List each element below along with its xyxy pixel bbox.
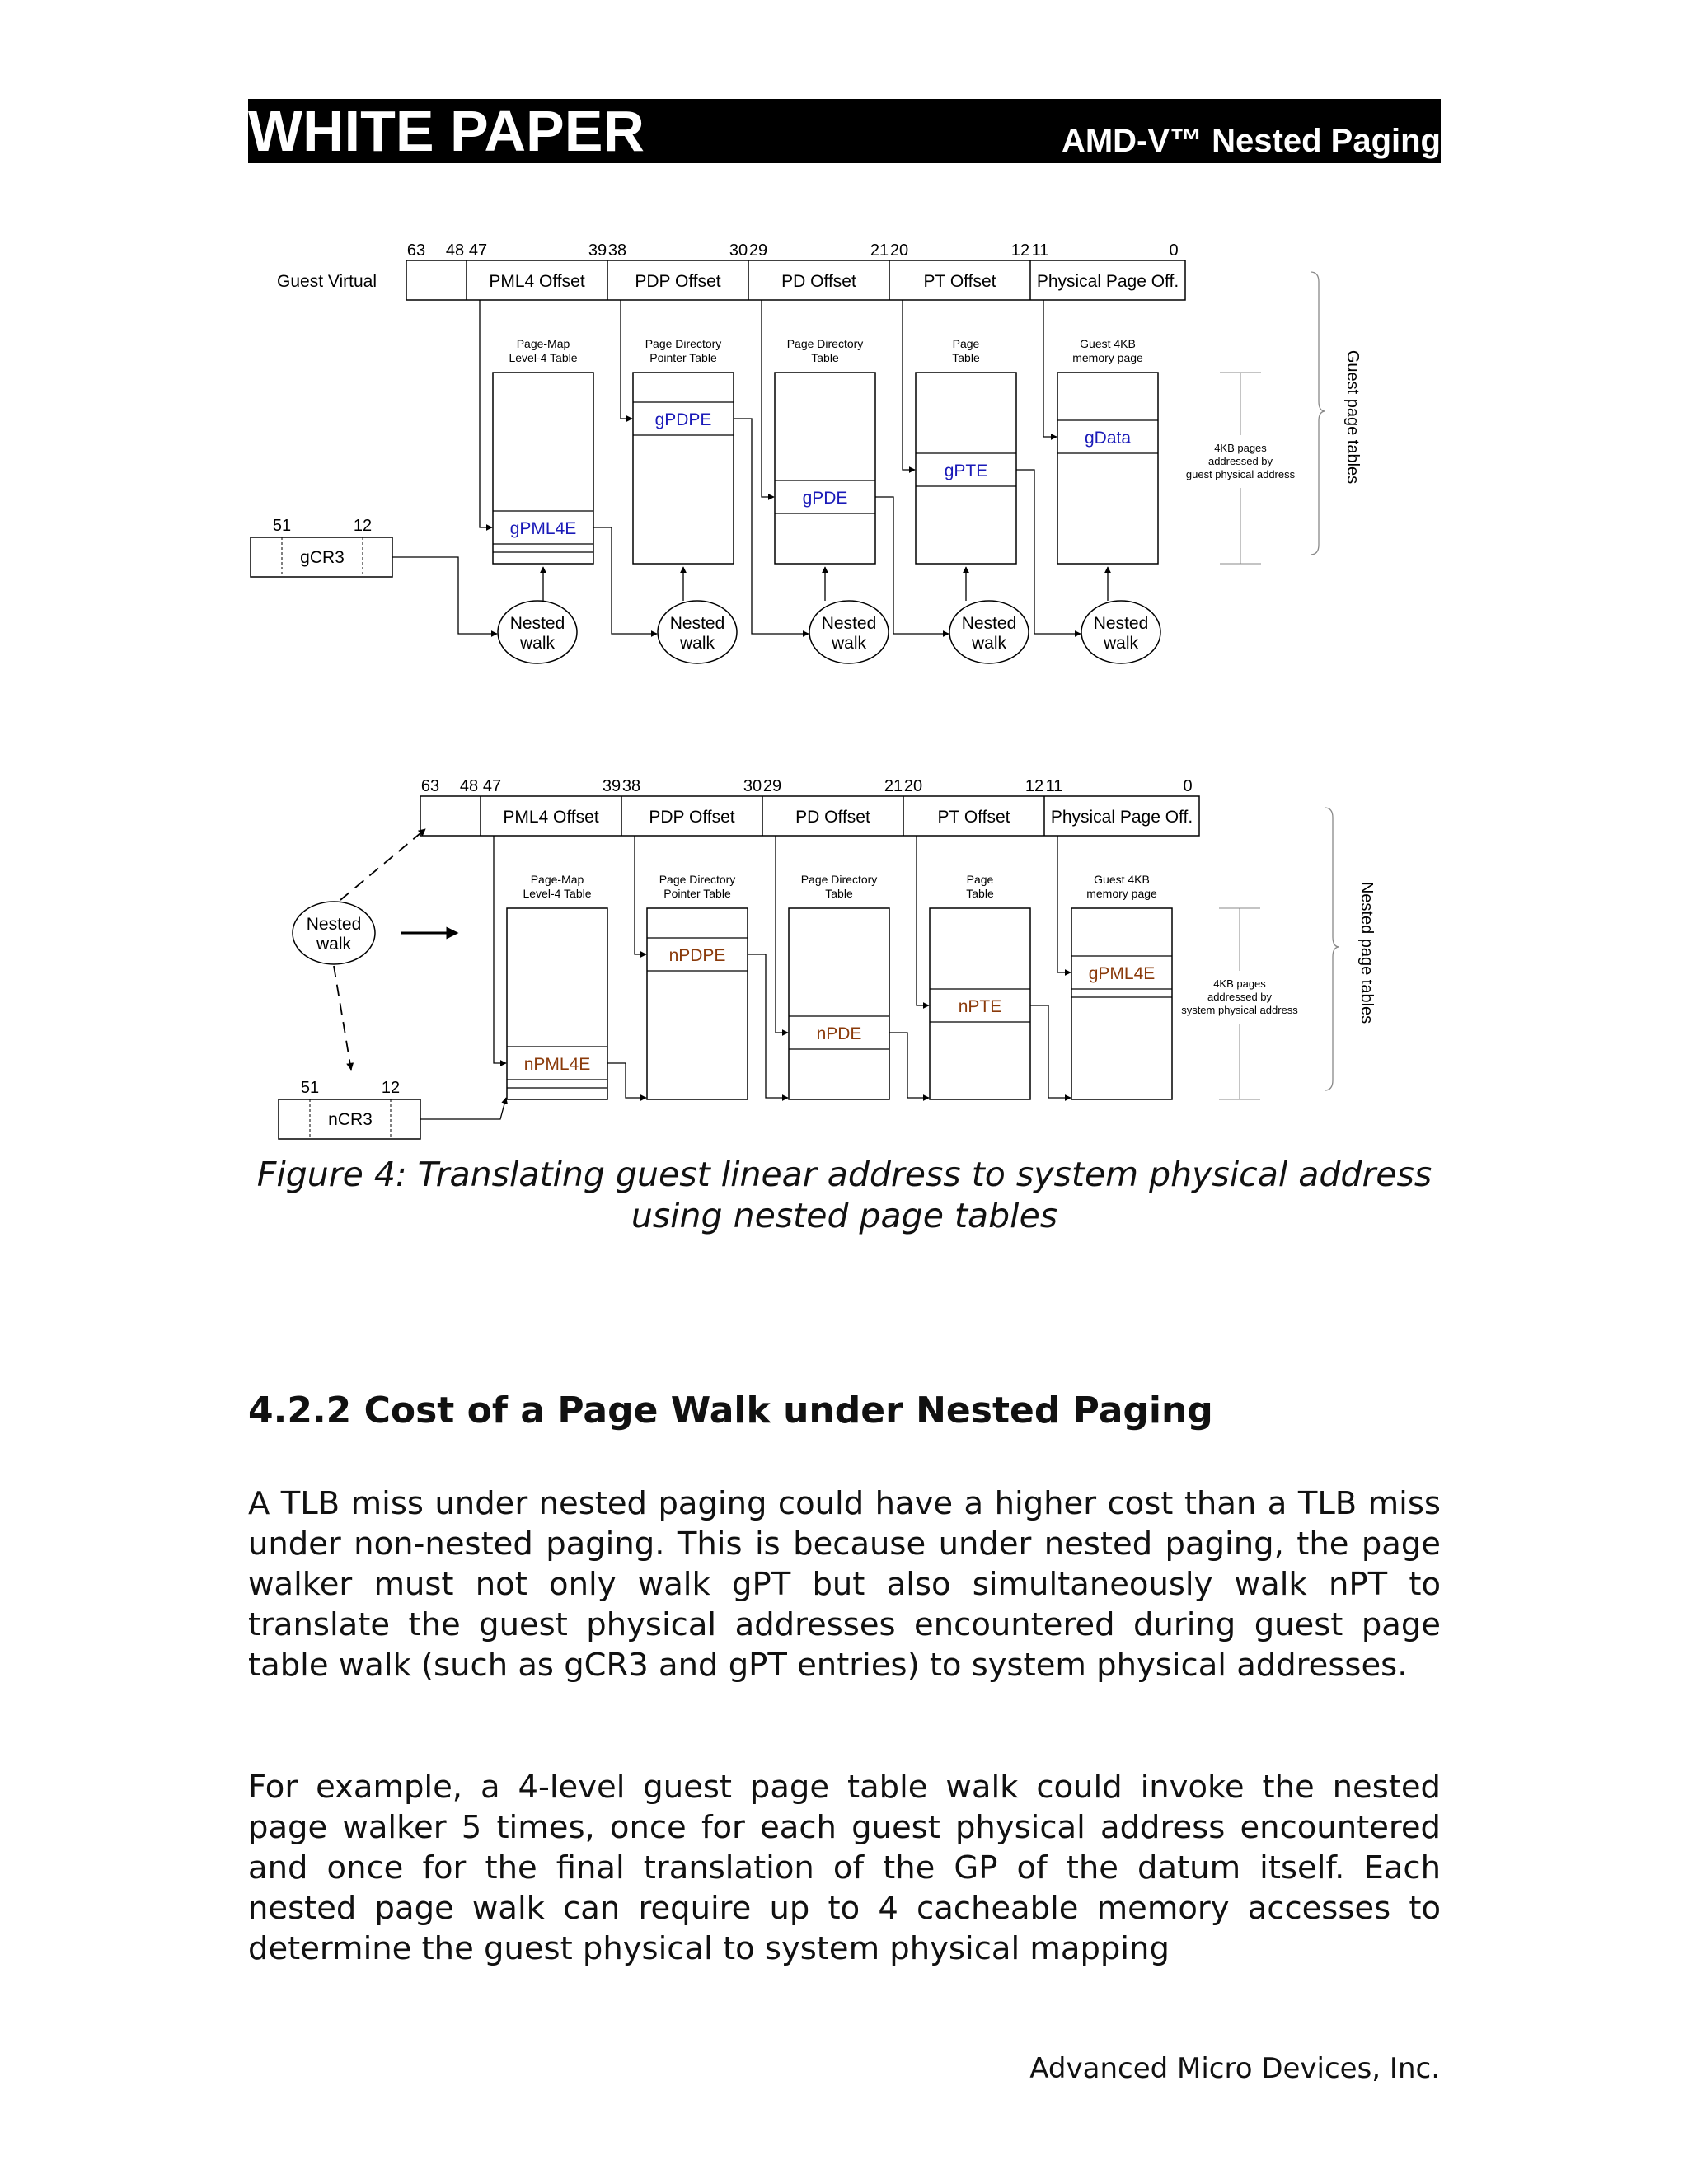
page-table-box — [789, 908, 889, 1099]
table-entry-label: gData — [1084, 429, 1132, 448]
bit-number: 48 — [445, 241, 465, 260]
cr3-label: gCR3 — [300, 548, 345, 567]
bit-number: 20 — [889, 241, 909, 260]
side-label: Guest page tables — [1343, 349, 1362, 485]
table-title: Table — [952, 351, 980, 364]
table-title: Page-Map — [530, 873, 584, 886]
nested-walk-label: walk — [971, 634, 1007, 653]
bit-number: 38 — [621, 777, 641, 795]
offset-field-label: Physical Page Off. — [1050, 808, 1193, 827]
side-label: Nested page tables — [1357, 881, 1376, 1024]
page-note: system physical address — [1181, 1004, 1298, 1016]
guest-page-table-diagram — [251, 241, 1362, 663]
table-title: Page — [952, 337, 980, 350]
page-table-box — [775, 373, 875, 564]
bit-number: 63 — [420, 777, 440, 795]
table-title: memory page — [1086, 887, 1157, 900]
bit-number: 47 — [468, 241, 488, 260]
entry-to-next-table — [1030, 1005, 1071, 1098]
bit-number: 21 — [870, 241, 889, 260]
offset-field-label: PDP Offset — [635, 272, 721, 291]
offset-field-label: PT Offset — [937, 808, 1010, 827]
bit-number: 11 — [1031, 241, 1049, 260]
offset-field-label: PML4 Offset — [503, 808, 599, 827]
brace — [1311, 272, 1325, 555]
table-title: Table — [966, 887, 994, 900]
bit-number: 47 — [482, 777, 502, 795]
caption-line-1: Figure 4: Translating guest linear address to system physical address — [256, 1155, 1432, 1194]
brace — [1325, 808, 1339, 1090]
page-table-box — [647, 908, 748, 1099]
paragraph-2: For example, a 4-level guest page table walk could invoke the nested page walker 5 times, once for each guest physical address encountered and once for the final translation of the GP of the datum itself. Each nested page walk can require up to 4 cacheable memory accesses to determine the guest physical to system physical mapping — [248, 1769, 1441, 1967]
gcr3-to-walk — [392, 557, 497, 634]
bit-number: 39 — [588, 241, 607, 260]
table-title: Guest 4KB — [1094, 873, 1150, 886]
bit-number: 20 — [903, 777, 923, 795]
bit-number: 21 — [884, 777, 903, 795]
offset-field-label: PD Offset — [781, 272, 856, 291]
table-title: Page Directory — [800, 873, 878, 886]
offset-pointer — [1043, 300, 1057, 437]
table-entry-label: nPDE — [816, 1024, 862, 1043]
nested-page-table-diagram — [279, 777, 1376, 1139]
page-note: 4KB pages — [1214, 442, 1267, 454]
page-table-box — [1057, 373, 1158, 564]
table-entry-label: gPTE — [944, 462, 988, 480]
nested-walk-label: Nested — [669, 614, 725, 633]
table-entry-label: nPTE — [958, 997, 1002, 1016]
nested-walk-label: Nested — [509, 614, 565, 633]
entry-to-next-table — [607, 1063, 646, 1098]
page-note: guest physical address — [1185, 468, 1296, 480]
page-note: 4KB pages — [1213, 977, 1266, 990]
table-title: Guest 4KB — [1080, 337, 1136, 350]
table-entry-label: gPDE — [802, 489, 848, 508]
header-title: WHITE PAPER — [248, 99, 645, 163]
nested-walk-label: walk — [679, 634, 715, 653]
table-title: Table — [811, 351, 839, 364]
nested-walk-label: Nested — [961, 614, 1017, 633]
ncr3-to-table — [420, 1098, 506, 1119]
offset-pointer — [1057, 836, 1071, 972]
nested-walk-label: walk — [519, 634, 556, 653]
nested-walk-label: walk — [316, 935, 352, 954]
table-entry-label: gPML4E — [1088, 964, 1156, 983]
table-title: Level-4 Table — [523, 887, 592, 900]
table-entry-label: gPDPE — [654, 410, 712, 429]
table-title: Page Directory — [786, 337, 864, 350]
footer-company: Advanced Micro Devices, Inc. — [1029, 2052, 1440, 2085]
cr3-bit-number: 12 — [381, 1079, 401, 1097]
bit-number: 0 — [1183, 777, 1193, 795]
cr3-bit-number: 51 — [300, 1079, 320, 1097]
offset-pointer — [480, 300, 492, 527]
bit-number: 39 — [602, 777, 621, 795]
offset-pointer — [903, 300, 915, 470]
table-title: Pointer Table — [663, 887, 731, 900]
page-table-box — [1071, 908, 1172, 1099]
offset-field-label: PT Offset — [923, 272, 996, 291]
offset-field-label: PD Offset — [795, 808, 870, 827]
bit-number: 29 — [748, 241, 768, 260]
header-subtitle: AMD-V™ Nested Paging — [1061, 123, 1441, 159]
bit-number: 0 — [1169, 241, 1179, 260]
table-title: Page Directory — [659, 873, 736, 886]
figure-caption — [248, 1154, 1441, 1236]
cr3-bit-number: 51 — [272, 517, 292, 535]
bit-number: 12 — [1025, 777, 1044, 795]
bit-number: 30 — [743, 777, 762, 795]
table-title: Page-Map — [516, 337, 570, 350]
cr3-bit-number: 12 — [353, 517, 373, 535]
offset-field-label: PDP Offset — [649, 808, 735, 827]
offset-pointer — [494, 836, 506, 1063]
offset-pointer — [635, 836, 646, 954]
table-title: memory page — [1072, 351, 1143, 364]
table-title: Pointer Table — [649, 351, 717, 364]
table-title: Page — [966, 873, 994, 886]
nested-walk-label: Nested — [821, 614, 877, 633]
entry-to-next-table — [889, 1033, 929, 1098]
nested-walk-label: walk — [831, 634, 867, 653]
nested-walk-label: walk — [1103, 634, 1139, 653]
table-entry-label: nPML4E — [523, 1055, 591, 1074]
section-heading: 4.2.2 Cost of a Page Walk under Nested Paging — [248, 1390, 1213, 1432]
offset-pointer — [621, 300, 632, 419]
page-note: addressed by — [1207, 455, 1273, 467]
dashed-arrow — [340, 829, 425, 900]
bit-number: 30 — [729, 241, 748, 260]
bit-number: 48 — [459, 777, 479, 795]
table-title: Page Directory — [645, 337, 722, 350]
page-table-box — [633, 373, 734, 564]
guest-virtual-label: Guest Virtual — [277, 272, 377, 291]
table-entry-label: nPDPE — [668, 946, 726, 965]
bit-number: 12 — [1010, 241, 1030, 260]
table-entry-label: gPML4E — [509, 519, 577, 538]
offset-pointer — [776, 836, 788, 1033]
page-note: addressed by — [1207, 991, 1273, 1003]
offset-field-label: Physical Page Off. — [1036, 272, 1179, 291]
paragraph-1: A TLB miss under nested paging could have a higher cost than a TLB miss under non-nested paging. This is because under nested paging, the page walker must not only walk gPT but also simultaneously walk nPT to translate the guest physical addresses encountered during guest page table walk (such as gCR3 and gPT entries) to system physical addresses. — [248, 1485, 1441, 1684]
entry-to-next-table — [748, 954, 788, 1098]
bit-number: 38 — [607, 241, 627, 260]
bit-number: 63 — [406, 241, 426, 260]
nested-walk-label: Nested — [306, 915, 362, 934]
offset-field-label: PML4 Offset — [489, 272, 585, 291]
caption-line-2: using nested page tables — [631, 1196, 1058, 1235]
bit-number: 11 — [1045, 777, 1063, 795]
table-title: Level-4 Table — [509, 351, 578, 364]
table-title: Table — [825, 887, 853, 900]
offset-pointer — [762, 300, 774, 497]
nested-walk-label: Nested — [1093, 614, 1149, 633]
offset-pointer — [917, 836, 929, 1005]
dashed-arrow — [334, 966, 351, 1070]
cr3-label: nCR3 — [328, 1110, 373, 1129]
bit-number: 29 — [762, 777, 782, 795]
